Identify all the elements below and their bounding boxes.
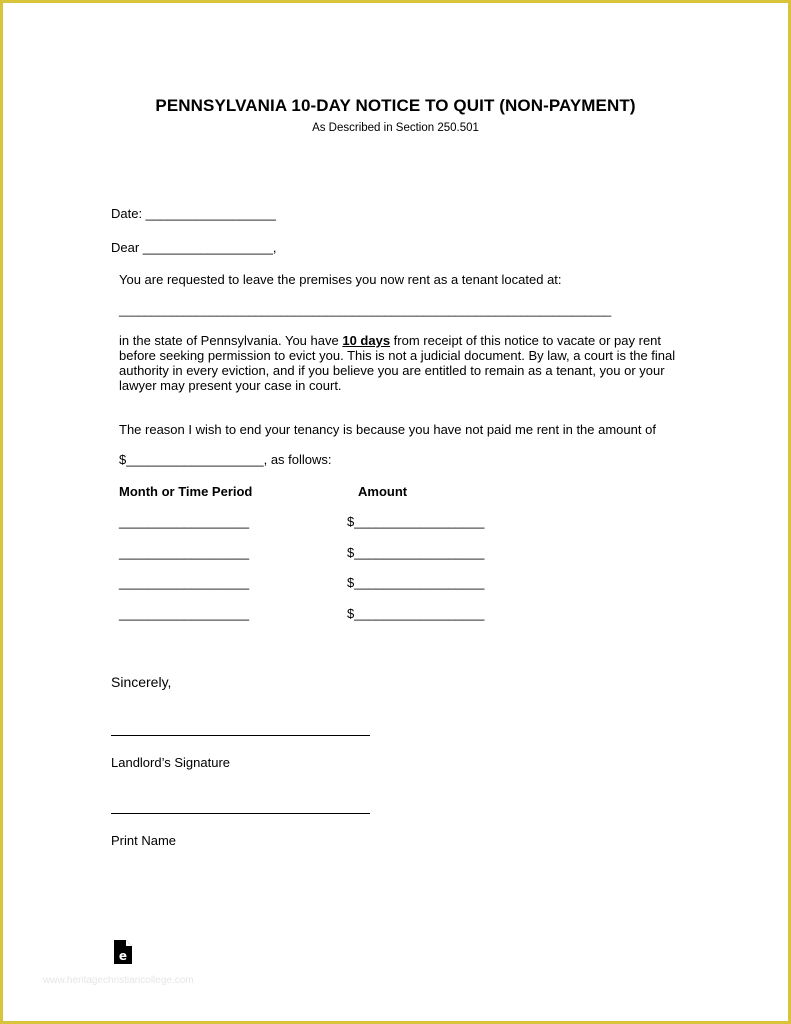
table-row-1-period: __________________: [119, 514, 250, 529]
notice-text-start: in the state of Pennsylvania. You have: [119, 333, 343, 348]
amount-line: $___________________, as follows:: [119, 452, 332, 467]
reason-text: The reason I wish to end your tenancy is because you have not paid me rent in the amount of: [119, 422, 656, 437]
svg-text:e: e: [118, 949, 128, 963]
document-subtitle: As Described in Section 250.501: [312, 122, 479, 134]
request-text: You are requested to leave the premises you now rent as a tenant located at:: [119, 272, 562, 287]
closing-text: Sincerely,: [111, 674, 172, 690]
signature-label: Landlord’s Signature: [111, 755, 231, 770]
table-row-2-amount: $__________________: [347, 545, 485, 560]
signature-line: [111, 735, 370, 736]
print-name-line: [111, 813, 370, 814]
table-row-4-amount: $__________________: [347, 606, 485, 621]
watermark-text: www.heritagechristiancollege.com: [43, 975, 194, 986]
column-header-amount: Amount: [358, 484, 408, 499]
column-header-period: Month or Time Period: [119, 484, 253, 499]
notice-text-end: from receipt of this notice to vacate or pay rent before seeking permission to evict you. This is not a judicial document. By law, a court is the final authority in every eviction, and if you believe you are entitled to remain as a tenant, you or your lawyer may present your case in court.: [119, 333, 676, 393]
table-row-3-period: __________________: [119, 575, 250, 590]
notice-paragraph: [119, 333, 679, 393]
dear-line: Dear __________________,: [111, 240, 277, 255]
eforms-logo-icon: [114, 940, 132, 964]
date-line: Date: __________________: [111, 206, 276, 221]
address-line: ____________________________________________________________________________: [119, 303, 612, 317]
table-row-2-period: __________________: [119, 545, 250, 560]
document-title: PENNSYLVANIA 10-DAY NOTICE TO QUIT (NON-PAYMENT): [155, 96, 636, 115]
print-name-label: Print Name: [111, 833, 177, 848]
notice-days-emphasis: 10 days: [342, 333, 391, 348]
table-row-3-amount: $__________________: [347, 575, 485, 590]
table-row-1-amount: $__________________: [347, 514, 485, 529]
table-row-4-period: __________________: [119, 606, 250, 621]
